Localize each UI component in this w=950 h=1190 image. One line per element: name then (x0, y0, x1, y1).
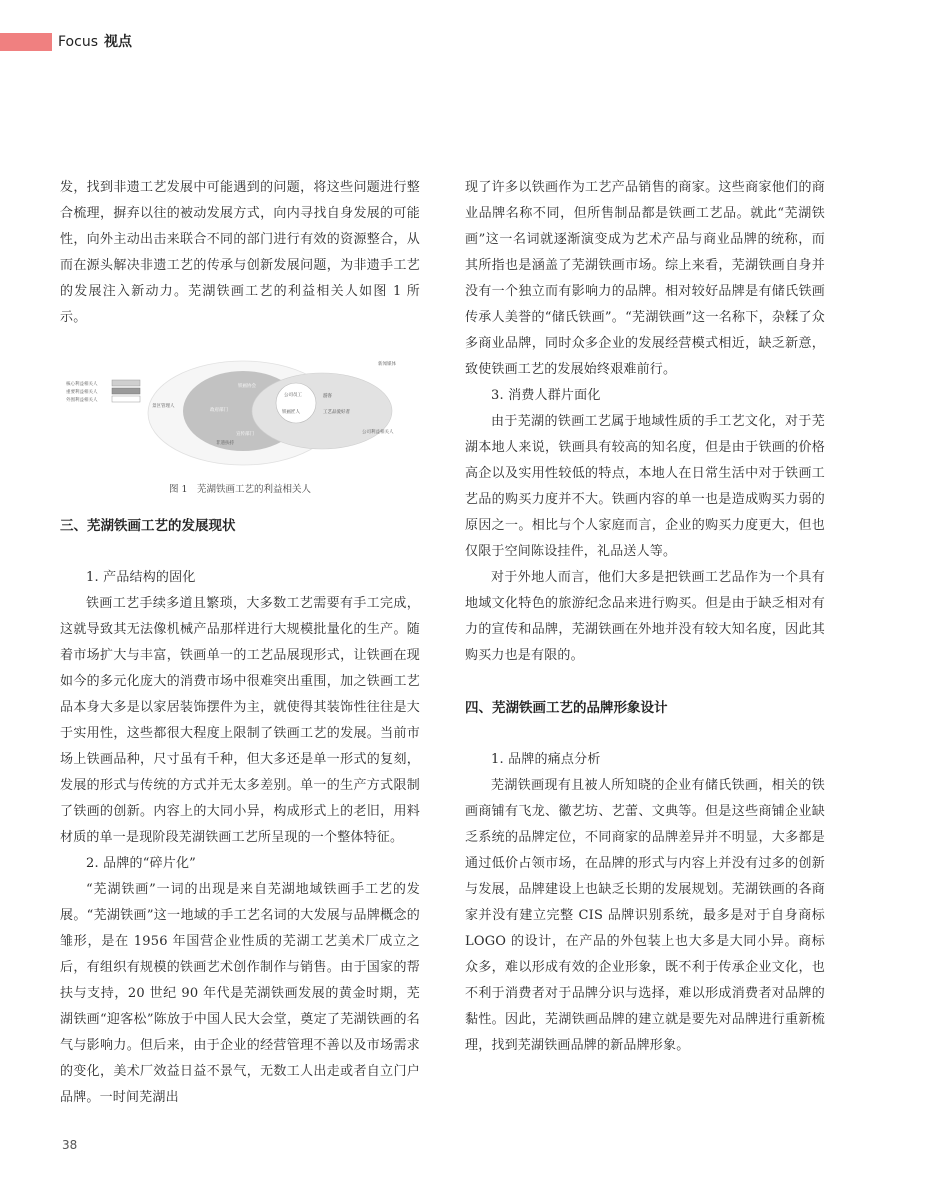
section-heading: 四、芜湖铁画工艺的品牌形象设计 (465, 700, 668, 716)
subsection-title: 1. 品牌的痛点分析 (491, 752, 601, 767)
paragraph: 由于芜湖的铁画工艺属于地域性质的手工艺文化，对于芜湖本地人来说，铁画具有较高的知名度，但是由于铁画的价格高企以及实用性较低的特点，本地人在日常生活中对于铁画工艺品的购买力度并不大。铁画内容的单一也是造成购买力弱的原因之一。相比与个人家庭而言，企业的购买力度更大，但也仅限于空间陈设挂件，礼品送人等。 (465, 414, 825, 559)
subsection-title: 3. 消费人群片面化 (491, 388, 601, 403)
subsection-title: 1. 产品结构的固化 (86, 570, 196, 585)
section-heading: 三、芜湖铁画工艺的发展现状 (60, 518, 236, 534)
label-media: 新闻媒体 (378, 362, 396, 367)
inner-core-circle (276, 383, 316, 423)
section-title-en: Focus (58, 34, 98, 50)
label-company: 公司员工 (284, 393, 302, 398)
legend-swatch-important (112, 388, 140, 394)
label-scenic: 景区管理人 (152, 404, 175, 409)
label-support: 非遗扶持 (216, 441, 234, 446)
paragraph: 铁画工艺手续多道且繁琐，大多数工艺需要有手工完成，这就导致其无法像机械产品那样进行大规模批量化的生产。随着市场扩大与丰富，铁画单一的工艺品展现形式，让铁画在现如今的多元化庞大的消费市场中很难突出重围，加之铁画工艺品本身大多是以家居装饰摆件为主，就使得其装饰性往往是大于实用性，这些都很大程度上限制了铁画工艺的发展。当前市场上铁画品种，尺寸虽有千种，但大多还是单一形式的复刻，发展的形式与传统的方式并无太多差别。单一的生产方式限制了铁画的创新。内容上的大同小异，构成形式上的老旧，用料材质的单一是现阶段芜湖铁画工艺所呈现的一个整体特征。 (60, 596, 420, 845)
label-enthusiast: 工艺品爱好者 (323, 410, 350, 415)
paragraph: 对于外地人而言，他们大多是把铁画工艺品作为一个具有地域文化特色的旅游纪念品来进行购买。但是由于缺乏相对有力的宣传和品牌，芜湖铁画在外地并没有较大知名度，因此其购买力也是有限的。 (465, 570, 825, 663)
left-column (60, 175, 420, 1111)
legend-label: 核心利益相关人 (66, 382, 98, 387)
page-number: 38 (62, 1138, 78, 1152)
paragraph: 芜湖铁画现有且被人所知晓的企业有储氏铁画，相关的铁画商铺有飞龙、徽艺坊、艺蕾、文典等。但是这些商铺企业缺乏系统的品牌定位，不同商家的品牌差异并不明显，大多都是通过低价占领市场，在品牌的形式与内容上并没有过多的创新与发展，品牌建设上也缺乏长期的发展规划。芜湖铁画的各商家并没有建立完整 CIS 品牌识别系统，最多是对于自身商标 LOGO 的设计，在产品的外包装上也大多是大同小异。商标众多，难以形成有效的企业形象，既不利于传承企业文化，也不利于消费者对于品牌分识与选择，难以形成消费者对品牌的黏性。因此，芜湖铁画品牌的建立就是要先对品牌进行重新梳理，找到芜湖铁画品牌的新品牌形象。 (465, 778, 825, 1053)
label-inner-top: 铁画协会 (238, 384, 256, 389)
core-stakeholder-ellipse (252, 373, 392, 449)
legend-swatch-core (112, 380, 140, 386)
paragraph: “芜湖铁画”一词的出现是来自芜湖地域铁画手工艺的发展。“芜湖铁画”这一地域的手工艺名词的大发展与品牌概念的雏形，是在 1956 年国营企业性质的芜湖工艺美术厂成立之后，有组织有规模的铁画艺术创作制作与销售。由于国家的帮扶与支持，20 世纪 90 年代是芜湖铁画发展的黄金时期，芜湖铁画“迎客松”陈放于中国人民大会堂，奠定了芜湖铁画的名气与影响力。但后来，由于企业的经营管理不善以及市场需求的变化，美术厂效益日益不景气，无数工人出走或者自立门户品牌。一时间芜湖出 (60, 882, 420, 1105)
figure-caption: 图 1 芜湖铁画工艺的利益相关人 (168, 484, 312, 495)
right-column (465, 175, 825, 1059)
section-color-bar (0, 33, 52, 51)
section-header (58, 33, 132, 51)
legend-swatch-peripheral (112, 396, 140, 402)
paragraph: 发，找到非遗工艺发展中可能遇到的问题，将这些问题进行整合梳理，摒弃以往的被动发展方式，向内寻找自身发展的可能性，向外主动出击来联合不同的部门进行有效的资源整合，从而在源头解决非遗工艺的传承与创新发展问题，为非遗手工艺的发展注入新动力。芜湖铁画工艺的利益相关人如图 1 所示。 (60, 180, 420, 325)
stakeholder-figure (60, 351, 420, 481)
subsection-title: 2. 品牌的“碎片化” (86, 856, 197, 871)
label-inheritor: 铁画匠人 (282, 410, 300, 415)
label-inner-mid: 政府部门 (210, 408, 228, 413)
legend-label: 外围利益相关人 (66, 398, 98, 403)
paragraph: 现了许多以铁画作为工艺产品销售的商家。这些商家他们的商业品牌名称不同，但所售制品都是铁画工艺品。就此“芜湖铁画”这一名词就逐渐演变成为艺术产品与商业品牌的统称，而其所指也是涵盖了芜湖铁画市场。综上来看，芜湖铁画自身并没有一个独立而有影响力的品牌。相对较好品牌是有储氏铁画传承人美誉的“储氏铁画”。“芜湖铁画”这一名称下，杂糅了众多商业品牌，同时众多企业的发展经营模式相近，缺乏新意，致使铁画工艺的发展始终艰难前行。 (465, 180, 825, 377)
stakeholder-diagram (60, 351, 420, 481)
label-company-related: 公司利益相关人 (362, 430, 394, 435)
legend-label: 重要利益相关人 (66, 390, 98, 395)
section-title-zh: 视点 (103, 34, 132, 50)
label-inner-bottom: 宣传部门 (236, 432, 254, 437)
label-visitor: 游客 (323, 394, 332, 399)
